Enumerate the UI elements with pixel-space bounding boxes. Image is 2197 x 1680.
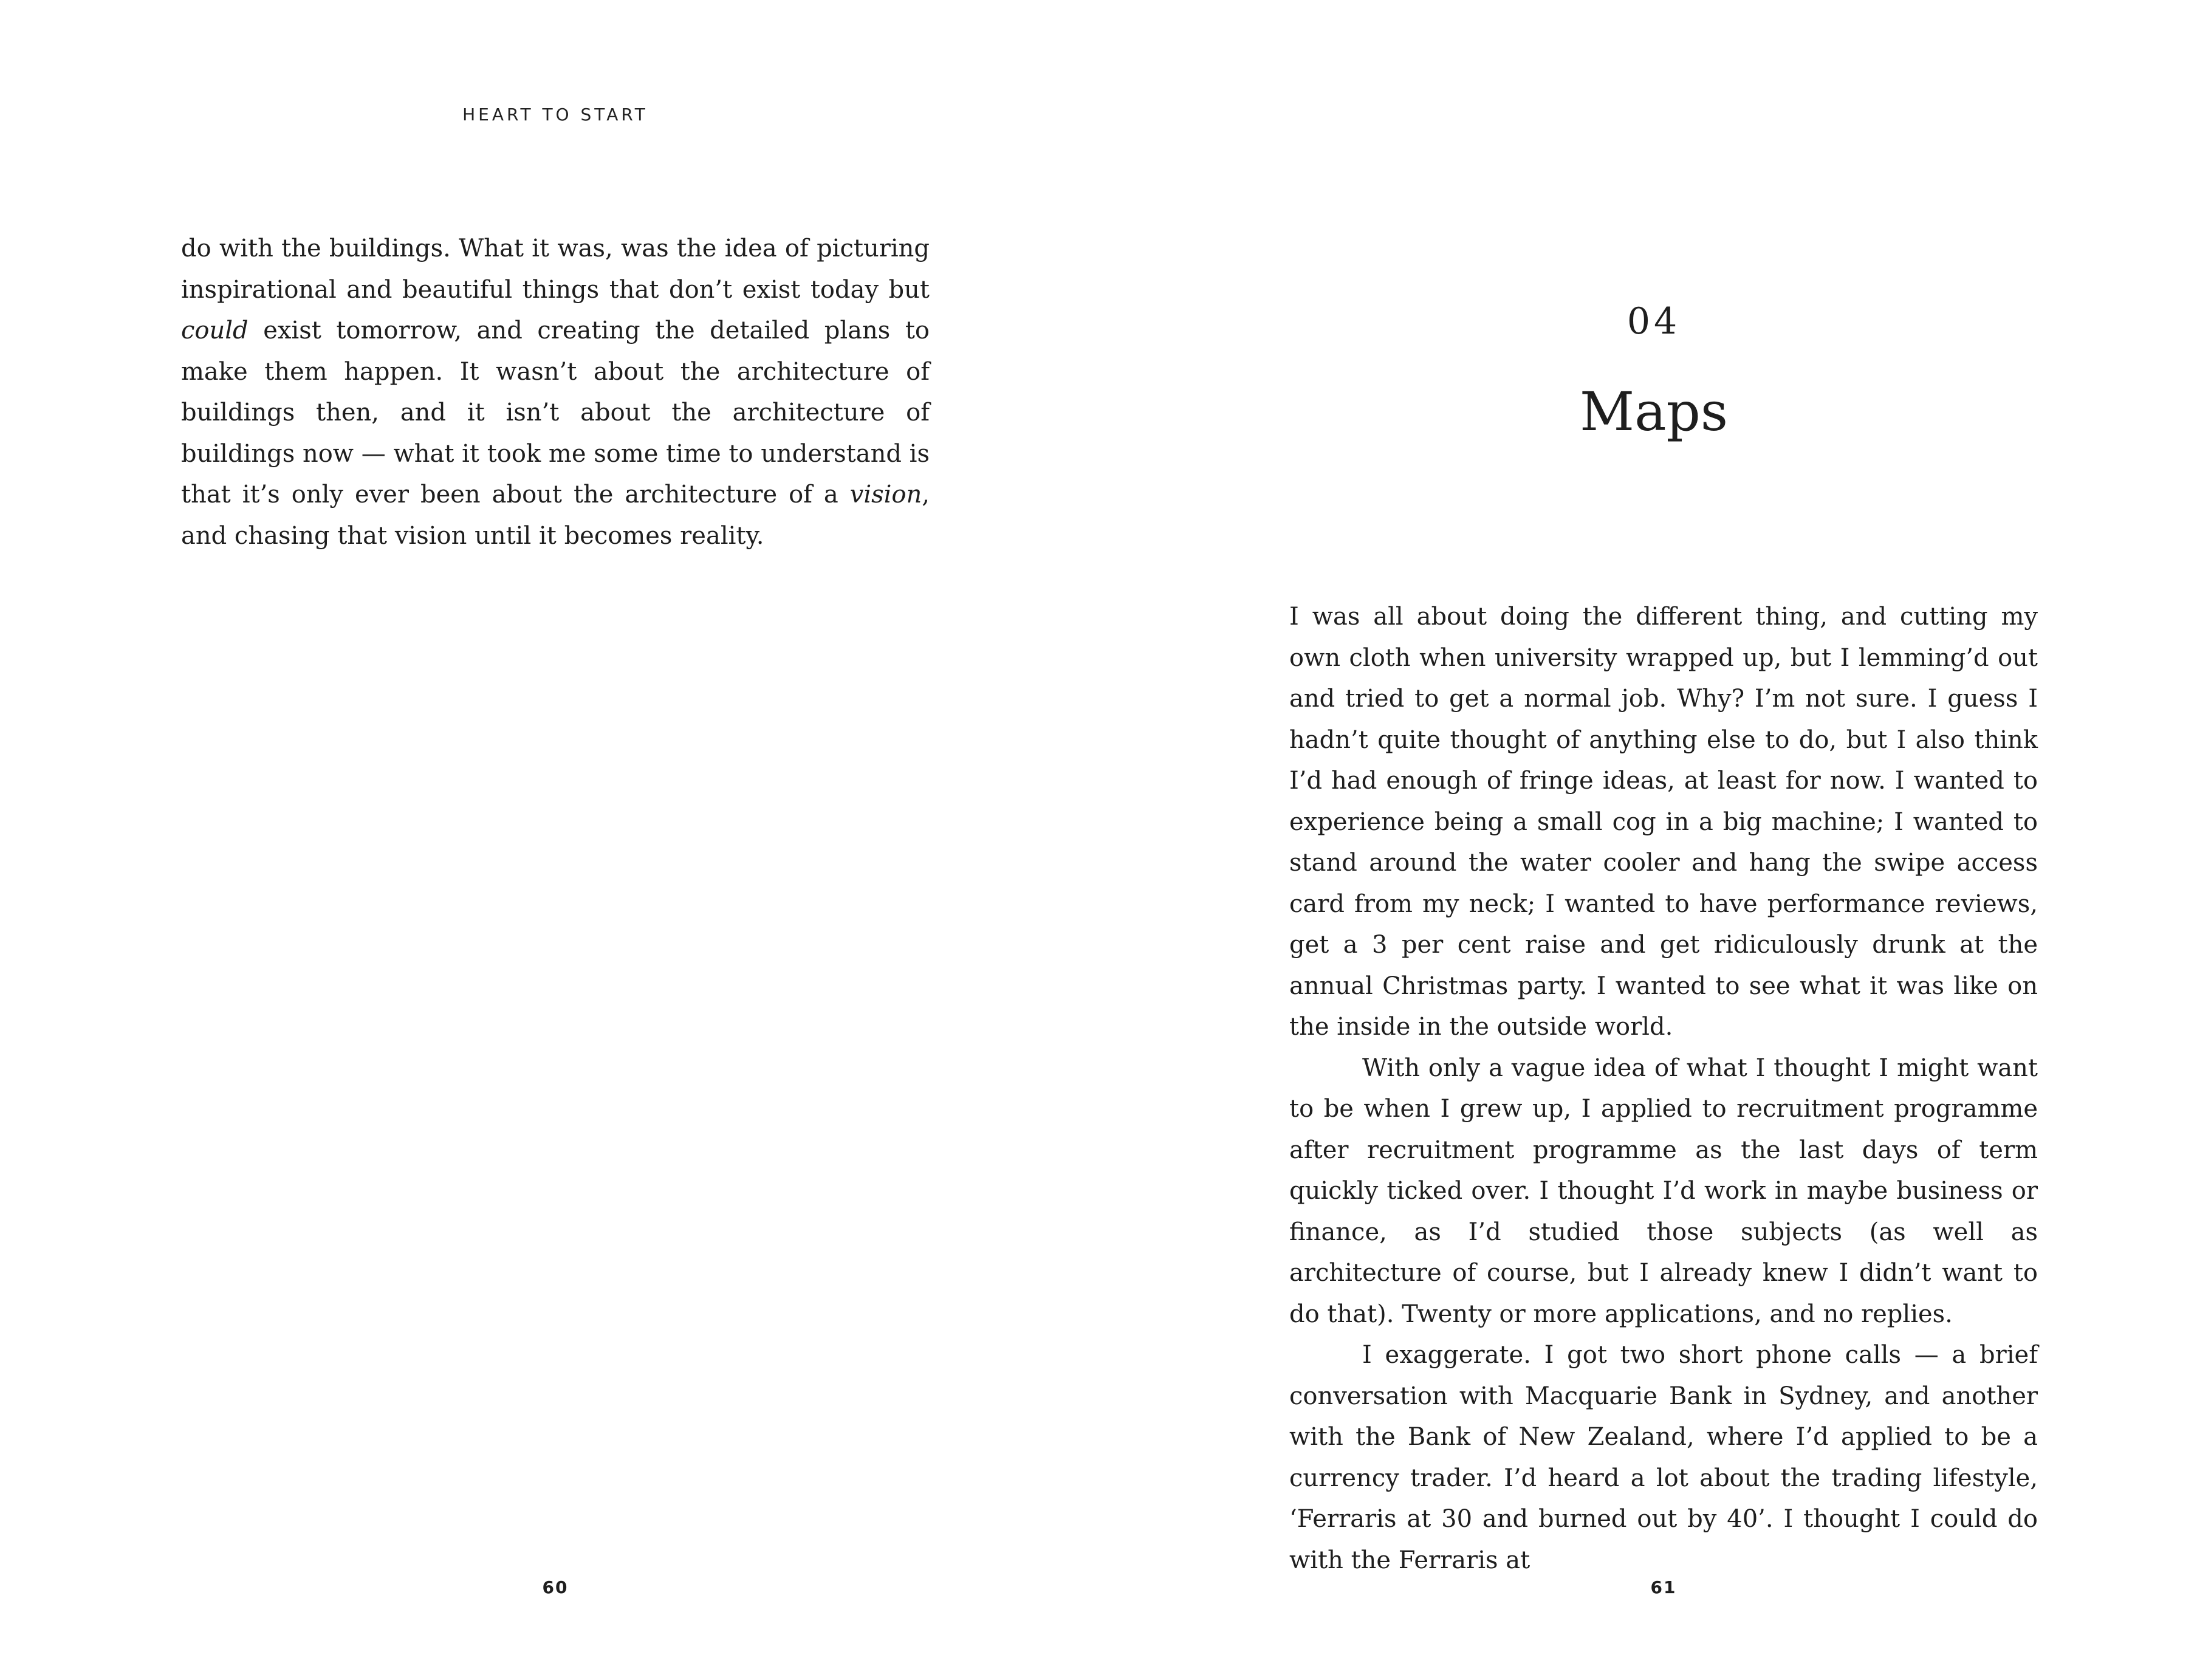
right-page [1098,0,2197,1680]
page-number: 61 [1650,1577,1677,1597]
emphasis-text: vision [849,481,922,509]
paragraph: I was all about doing the different thing, and cutting my own cloth when university wrapped up, but I lemming’d out and tried to get a normal job. Why? I’m not sure. I guess I hadn’t quite thought of anything else to do, but I also think I’d had enough of fringe ideas, at least for now. I wanted to experience being a small cog in a big machine; I wanted to stand around the water cooler and hang the swipe access card from my neck; I wanted to have performance reviews, get a 3 per cent raise and get ridiculously drunk at the annual Christmas party. I wanted to see what it was like on the inside in the outside world. [1289,603,2038,1041]
text-run: exist tomorrow, and creating the detailed plans to make them happen. It wasn’t about the architecture of buildings then, and it isn’t about the architecture of buildings now — what it took me some time to understand is that it’s only ever been about the architecture of a [181,317,930,509]
paragraph: With only a vague idea of what I thought I might want to be when I grew up, I applied to recruitment programme after recruitment programme as the last days of term quickly ticked over. I thought I’d work in maybe business or finance, as I’d studied those subjects (as well as architecture of course, but I already knew I didn’t want to do that). Twenty or more applications, and no replies. [1289,1054,2038,1328]
body-text [181,228,930,557]
emphasis-text: could [181,317,248,345]
chapter-number: 04 [1626,300,1681,343]
page-number: 60 [542,1577,569,1597]
running-head: HEART TO START [462,105,648,125]
chapter-title: Maps [1579,380,1729,443]
body-text [1289,597,2038,1581]
paragraph [181,228,930,557]
left-page [0,0,1098,1680]
text-run: , and chasing that vision until it becomes reality. [181,481,930,550]
text-run: do with the buildings. What it was, was the idea of picturing inspirational and beautiful things that don’t exist today but [181,235,930,304]
paragraph: I exaggerate. I got two short phone calls — a brief conversation with Macquarie Bank in Sydney, and another with the Bank of New Zealand, where I’d applied to be a currency trader. I’d heard a lot about the trading lifestyle, ‘Ferraris at 30 and burned out by 40’. I thought I could do with the Ferraris at [1289,1341,2038,1574]
